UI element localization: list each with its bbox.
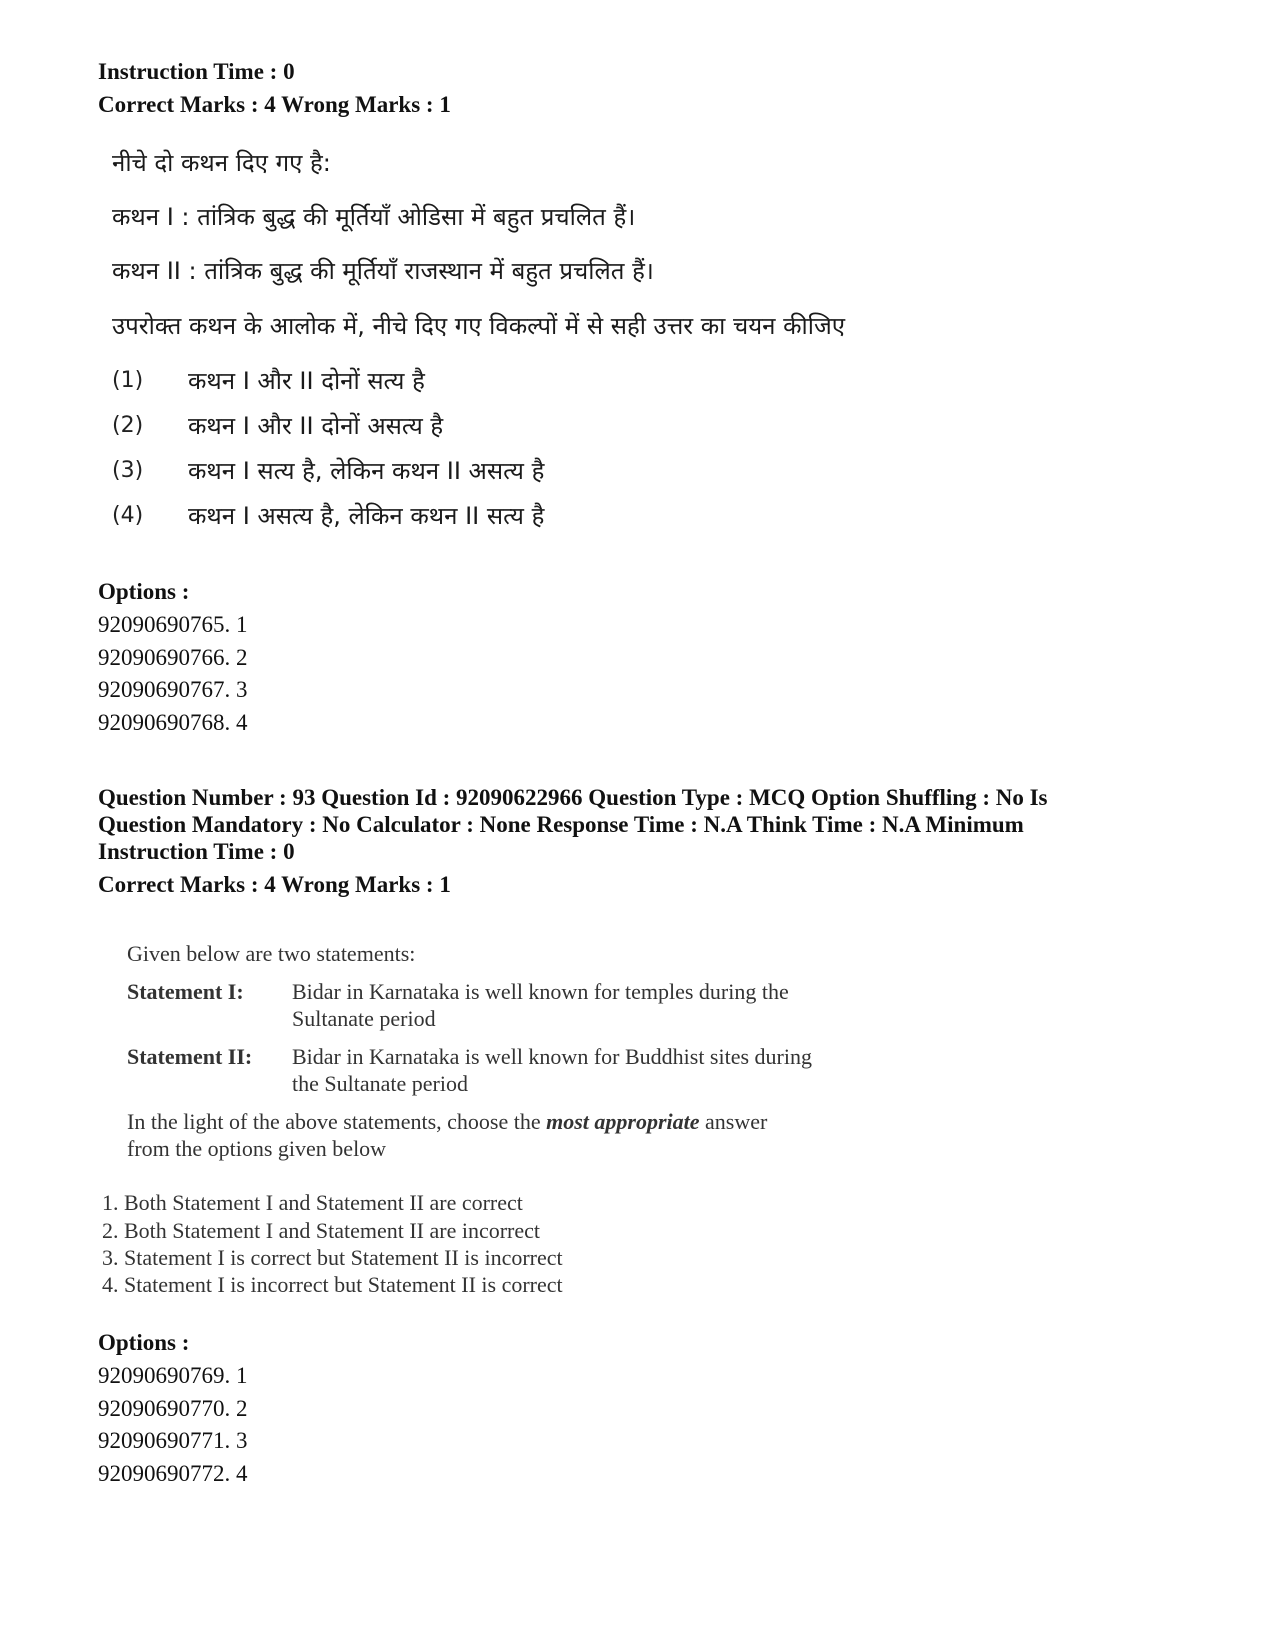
english-choice-3: 3. Statement I is correct but Statement II is incorrect — [102, 1245, 563, 1270]
english-choice-1: 1. Both Statement I and Statement II are correct — [102, 1190, 523, 1215]
hindi-prompt: उपरोक्त कथन के आलोक में, नीचे दिए गए विकल्पों में से सही उत्तर का चयन कीजिए — [112, 312, 846, 340]
hindi-choice-text: कथन I असत्य है, लेकिन कथन II सत्य है — [188, 502, 545, 530]
q93-option-3: 92090690771. 3 — [98, 1428, 248, 1453]
q92-option-2: 92090690766. 2 — [98, 645, 248, 670]
hindi-choice-text: कथन I और II दोनों असत्य है — [188, 412, 444, 440]
statement-1-line-2: Sultanate period — [292, 1006, 436, 1031]
q92-option-4: 92090690768. 4 — [98, 710, 248, 735]
q92-option-3: 92090690767. 3 — [98, 677, 248, 702]
statement-2-line-2: the Sultanate period — [292, 1071, 468, 1096]
hindi-choice-number: (1) — [112, 368, 144, 393]
statement-1-label: Statement I: — [127, 979, 244, 1004]
hindi-choice-text: कथन I और II दोनों सत्य है — [188, 367, 425, 395]
english-prompt-line-1 — [127, 1108, 767, 1135]
english-intro: Given below are two statements: — [127, 941, 416, 966]
prompt-text: answer — [699, 1109, 768, 1134]
q93-option-2: 92090690770. 2 — [98, 1396, 248, 1421]
q92-instruction-time: Instruction Time : 0 — [98, 59, 295, 84]
hindi-statement-2: कथन II : तांत्रिक बुद्ध की मूर्तियाँ राजस्थान में बहुत प्रचलित हैं। — [112, 257, 654, 285]
hindi-choice-number: (4) — [112, 503, 144, 528]
english-choice-4: 4. Statement I is incorrect but Statement II is correct — [102, 1272, 563, 1297]
q92-option-1: 92090690765. 1 — [98, 612, 248, 637]
q93-options-label: Options : — [98, 1330, 190, 1355]
hindi-intro: नीचे दो कथन दिए गए है: — [112, 149, 331, 177]
statement-1-line-1: Bidar in Karnataka is well known for temples during the — [292, 979, 789, 1004]
q93-header-line-1: Question Number : 93 Question Id : 92090622966 Question Type : MCQ Option Shuffling : No Is — [98, 785, 1048, 810]
hindi-choice-text: कथन I सत्य है, लेकिन कथन II असत्य है — [188, 457, 545, 485]
hindi-choice-number: (2) — [112, 413, 144, 438]
english-prompt-line-2: from the options given below — [127, 1136, 387, 1161]
q92-options-label: Options : — [98, 579, 190, 604]
statement-2-label: Statement II: — [127, 1044, 253, 1069]
q93-header-line-2: Question Mandatory : No Calculator : None Response Time : N.A Think Time : N.A Minimum — [98, 812, 1024, 837]
prompt-text: In the light of the above statements, choose the — [127, 1109, 547, 1134]
prompt-emphasis: most appropriate — [546, 1109, 700, 1134]
hindi-choice-number: (3) — [112, 458, 144, 483]
english-choice-2: 2. Both Statement I and Statement II are incorrect — [102, 1218, 541, 1243]
q93-marks: Correct Marks : 4 Wrong Marks : 1 — [98, 872, 451, 897]
q92-marks: Correct Marks : 4 Wrong Marks : 1 — [98, 92, 451, 117]
hindi-statement-1: कथन I : तांत्रिक बुद्ध की मूर्तियाँ ओडिसा में बहुत प्रचलित हैं। — [112, 203, 636, 231]
q93-header-line-3: Instruction Time : 0 — [98, 839, 295, 864]
statement-2-line-1: Bidar in Karnataka is well known for Buddhist sites during — [292, 1044, 812, 1069]
q93-option-4: 92090690772. 4 — [98, 1461, 248, 1486]
q93-option-1: 92090690769. 1 — [98, 1363, 248, 1388]
